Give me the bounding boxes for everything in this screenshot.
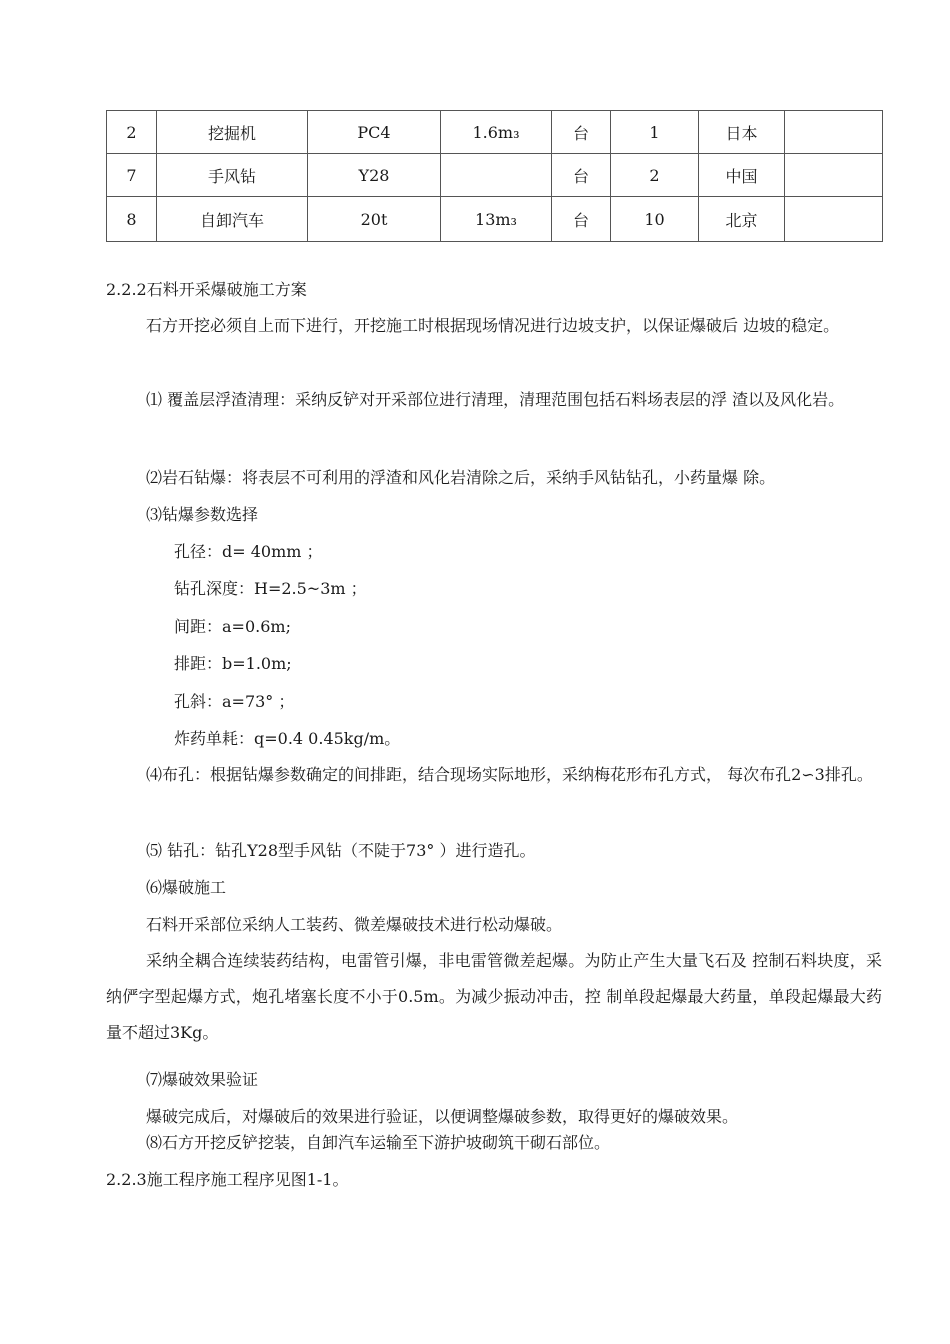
param-drill-depth: 钻孔深度：H=2.5~3m ； <box>174 579 367 598</box>
section-heading-2-2-2: 2.2.2石料开采爆破施工方案 <box>106 280 307 299</box>
item-8-paragraph: ⑻石方开挖反铲挖装，自卸汽车运输至下游护坡砌筑干砌石部位。 <box>146 1133 611 1152</box>
param-row-spacing: 排距：b=1.0m; <box>174 654 292 673</box>
table-cell <box>441 154 552 197</box>
table-cell: 1 <box>611 111 699 154</box>
item-7-text: 爆破完成后，对爆破后的效果进行验证，以便调整爆破参数，取得更好的爆破效果。 <box>146 1107 739 1126</box>
table-cell: Y28 <box>308 154 441 197</box>
table-cell <box>785 111 883 154</box>
param-spacing: 间距：a=0.6m; <box>174 617 291 636</box>
table-cell: 2 <box>611 154 699 197</box>
item-1-paragraph: ⑴ 覆盖层浮渣清理：采纳反铲对开采部位进行清理，清理范围包括石料场表层的浮 渣以及风化岩。 <box>146 390 845 409</box>
param-hole-inclination: 孔斜：a=73° ； <box>174 692 295 711</box>
param-explosive-consumption: 炸药单耗：q=0.4 0.45kg/m。 <box>174 729 401 748</box>
item-6-heading: ⑹爆破施工 <box>146 878 227 897</box>
param-hole-diameter: 孔径：d= 40mm ； <box>174 542 323 561</box>
table-cell: 7 <box>107 154 157 197</box>
table-cell: 10 <box>611 197 699 242</box>
item-6-text-2: 采纳全耦合连续装药结构，电雷管引爆，非电雷管微差起爆。为防止产生大量飞石及 控制石料块度，采纳俨字型起爆方式，炮孔堵塞长度不小于0.5m。为减少振动冲击，控 制单段起爆最大药量，单段起爆最大药量不超过3Kg。 <box>106 951 882 1042</box>
table-cell: PC4 <box>308 111 441 154</box>
item-2-paragraph: ⑵岩石钻爆：将表层不可利用的浮渣和风化岩清除之后，采纳手风钻钻孔，小药量爆 除。 <box>146 468 776 487</box>
table-row <box>107 197 883 242</box>
table-cell: 北京 <box>699 197 785 242</box>
table-cell: 2 <box>107 111 157 154</box>
table-cell <box>785 197 883 242</box>
item-7-heading: ⑺爆破效果验证 <box>146 1070 259 1089</box>
table-cell: 自卸汽车 <box>157 197 308 242</box>
table-cell: 挖掘机 <box>157 111 308 154</box>
table-cell: 台 <box>552 197 611 242</box>
item-5-paragraph: ⑸ 钻孔：钻孔Y28型手风钻（不陡于73° ）进行造孔。 <box>146 841 536 860</box>
item-6-text-1: 石料开采部位采纳人工装药、微差爆破技术进行松动爆破。 <box>146 915 563 934</box>
table-cell: 20t <box>308 197 441 242</box>
table-cell: 1.6m₃ <box>441 111 552 154</box>
item-4-paragraph: ⑷布孔：根据钻爆参数确定的间排距，结合现场实际地形，采纳梅花形布孔方式， 每次布孔2∽3排孔。 <box>146 765 873 784</box>
table-cell: 台 <box>552 154 611 197</box>
table-row <box>107 154 883 197</box>
table-row <box>107 111 883 154</box>
section-heading-2-2-3: 2.2.3施工程序施工程序见图1-1。 <box>106 1170 349 1189</box>
equipment-table <box>106 110 883 242</box>
table-cell: 日本 <box>699 111 785 154</box>
table-cell: 手风钻 <box>157 154 308 197</box>
table-cell: 13m₃ <box>441 197 552 242</box>
item-3-heading: ⑶钻爆参数选择 <box>146 505 259 524</box>
intro-paragraph: 石方开挖必须自上而下进行，开挖施工时根据现场情况进行边坡支护，以保证爆破后 边坡的稳定。 <box>146 316 840 335</box>
table-cell: 8 <box>107 197 157 242</box>
table-cell: 台 <box>552 111 611 154</box>
table-cell <box>785 154 883 197</box>
table-cell: 中国 <box>699 154 785 197</box>
